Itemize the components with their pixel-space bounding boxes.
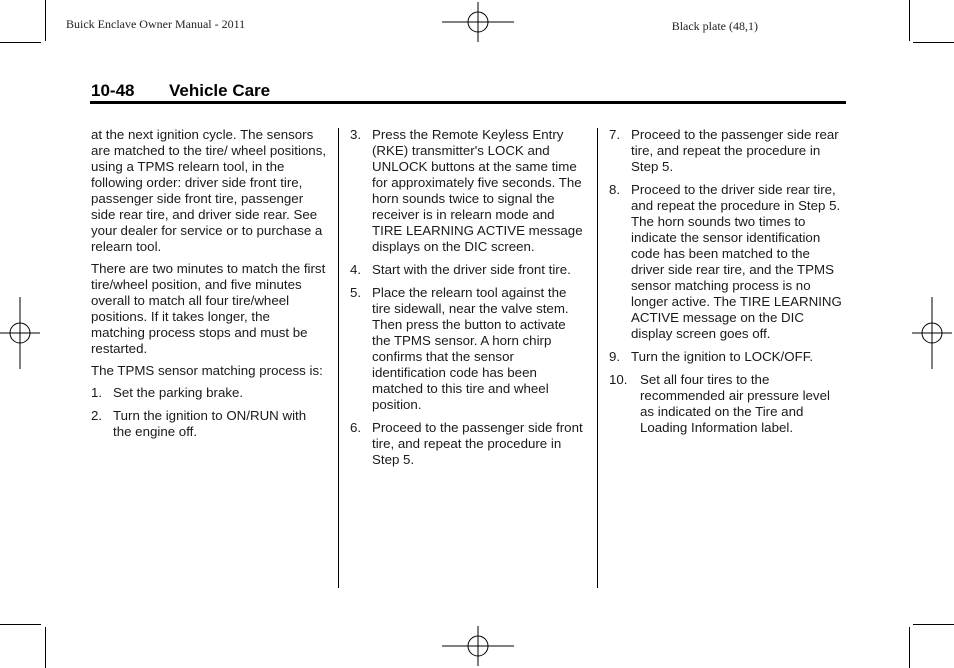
paragraph: at the next ignition cycle. The sensors are matched to the tire/ wheel positions, using a TPMS relearn tool, in the following order: driver side front tire, passenger side front tire, passenger side rear tire, and driver side rear. See your dealer for service or to purchase a relearn tool. [91,127,327,254]
list-item [609,182,845,342]
step-text: Proceed to the driver side rear tire, and repeat the procedure in Step 5. The horn sounds two times to indicate the sensor identification code has been matched to the driver side rear tire, and the TPMS sensor matching process is no longer active. The TIRE LEARNING ACTIVE message on the DIC display screen goes off. [631,182,842,341]
step-number: 8. [609,182,621,197]
text-column-2 [350,127,586,475]
step-number: 10. [609,372,628,387]
text-column-1 [91,127,327,447]
running-header-plate: Black plate (48,1) [671,19,758,33]
list-item [350,420,586,468]
step-number: 5. [350,285,362,300]
step-text: Set all four tires to the recommended air pressure level as indicated on the Tire and Loading Information label. [640,372,830,435]
section-title: Vehicle Care [169,81,271,100]
list-item [350,127,586,255]
registration-mark-right-icon [912,297,952,369]
list-item [91,385,327,401]
registration-mark-bottom-icon [442,626,514,666]
column-divider-1 [338,128,339,588]
list-item [609,372,845,436]
section-heading [91,81,270,101]
paragraph: The TPMS sensor matching process is: [91,363,323,378]
registration-mark-top-icon [442,2,514,42]
step-number: 7. [609,127,621,142]
step-text: Turn the ignition to LOCK/OFF. [631,349,814,364]
crop-mark-bottom-right-v [909,627,910,668]
step-text: Proceed to the passenger side rear tire, and repeat the procedure in Step 5. [631,127,839,174]
text-column-3 [609,127,845,443]
page-number: 10-48 [91,81,135,100]
step-number: 4. [350,262,362,277]
step-text: Place the relearn tool against the tire sidewall, near the valve stem. Then press the button to activate the TPMS sensor. A horn chirp confirms that the sensor identification code has been matched to this tire and wheel position. [372,285,569,412]
step-text: Press the Remote Keyless Entry (RKE) transmitter's LOCK and UNLOCK buttons at the same time for approximately five seconds. The horn sounds twice to signal the receiver is in relearn mode and TIRE LEARNING ACTIVE message displays on the DIC screen. [372,127,583,254]
list-item [91,408,327,440]
step-text: Turn the ignition to ON/RUN with the engine off. [113,408,307,439]
paragraph: There are two minutes to match the first tire/wheel position, and five minutes overall to match all four tire/wheel positions. If it takes longer, the matching process stops and must be restarted. [91,261,326,356]
list-item [609,127,845,175]
running-header-title: Buick Enclave Owner Manual - 2011 [66,17,246,31]
registration-mark-left-icon [0,297,40,369]
step-number: 3. [350,127,362,142]
crop-mark-bottom-left-h [0,624,41,625]
step-number: 2. [91,408,103,423]
step-text: Start with the driver side front tire. [372,262,571,277]
crop-mark-top-left-v [45,0,46,41]
list-item [350,262,586,278]
crop-mark-top-right-v [909,0,910,41]
crop-mark-top-left-h [0,42,41,43]
step-number: 9. [609,349,621,364]
crop-mark-bottom-right-h [913,624,954,625]
step-text: Set the parking brake. [113,385,244,400]
step-number: 6. [350,420,362,435]
crop-mark-bottom-left-v [45,627,46,668]
crop-mark-top-right-h [913,42,954,43]
step-number: 1. [91,385,103,400]
step-text: Proceed to the passenger side front tire, and repeat the procedure in Step 5. [372,420,583,467]
heading-rule [90,101,846,104]
list-item [350,285,586,413]
list-item [609,349,845,365]
column-divider-2 [597,128,598,588]
